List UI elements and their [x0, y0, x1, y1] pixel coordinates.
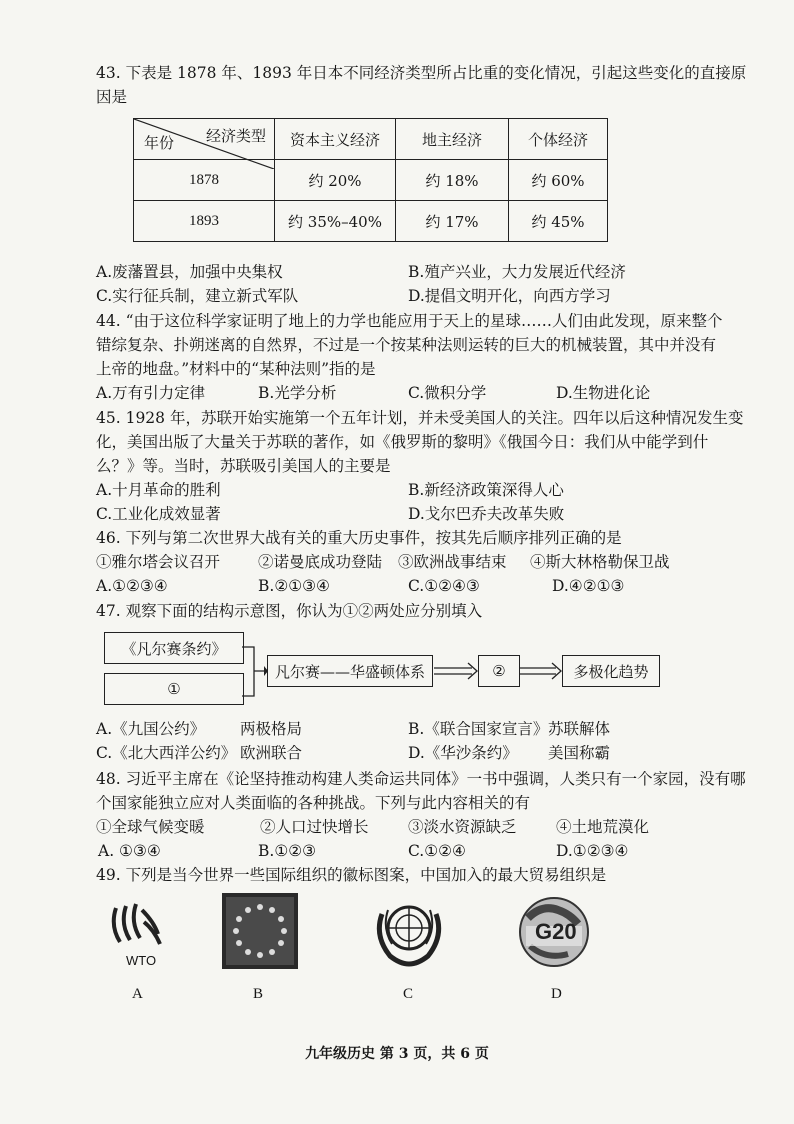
q48-option-b[interactable]: B.①②③ — [258, 842, 317, 860]
q46-option-d[interactable]: D.④②①③ — [552, 577, 625, 595]
q43-stem-line1: 43. 下表是 1878 年、1893 年日本不同经济类型所占比重的变化情况，引起这些变化的直接原 — [96, 64, 747, 82]
q46-option-b[interactable]: B.②①③④ — [258, 577, 330, 595]
col-header-landlord: 地主经济 — [396, 119, 509, 160]
logo-label-b: B — [253, 986, 264, 1002]
q44-option-b[interactable]: B.光学分析 — [258, 384, 337, 402]
q47-option-d-blank1[interactable]: D.《华沙条约》 — [408, 744, 518, 762]
q49-stem-line1: 49. 下列是当今世界一些国际组织的徽标图案，中国加入的最大贸易组织是 — [96, 866, 607, 884]
wto-logo-icon[interactable] — [108, 900, 168, 970]
box-versailles-washington-system: 凡尔赛——华盛顿体系 — [267, 655, 433, 687]
q43-option-a[interactable]: A.废藩置县，加强中央集权 — [96, 263, 283, 281]
col-header-capitalist: 资本主义经济 — [275, 119, 396, 160]
table-cell: 约 35%–40% — [275, 201, 396, 242]
q45-option-a[interactable]: A.十月革命的胜利 — [96, 481, 221, 499]
page-footer: 九年级历史 第 3 页，共 6 页 — [305, 1046, 489, 1062]
q44-stem-line1: 44. “由于这位科学家证明了地上的力学也能应用于天上的星球……人们由此发现，原来整个 — [96, 312, 723, 330]
double-arrow-icon — [520, 663, 561, 679]
logo-label-d: D — [551, 986, 562, 1002]
q48-item-1: ①全球气候变暖 — [96, 818, 205, 836]
q48-option-c[interactable]: C.①②④ — [408, 842, 466, 860]
table-row — [134, 201, 608, 242]
header-year: 年份 — [144, 134, 175, 152]
table-cell: 约 20% — [275, 160, 396, 201]
q48-item-2: ②人口过快增长 — [260, 818, 369, 836]
table-cell: 约 60% — [509, 160, 608, 201]
q44-option-a[interactable]: A.万有引力定律 — [96, 384, 206, 402]
q47-option-a-blank2[interactable]: 两极格局 — [240, 720, 303, 738]
diagram-connectors — [240, 640, 680, 710]
q43-stem-line2: 因是 — [96, 88, 128, 106]
q45-option-d[interactable]: D.戈尔巴乔夫改革失败 — [408, 505, 565, 523]
g20-logo-caption: G20 — [535, 919, 577, 944]
q46-option-a[interactable]: A.①②③④ — [96, 577, 168, 595]
q46-event-3: ③欧洲战事结束 — [398, 553, 507, 571]
q44-option-d[interactable]: D.生物进化论 — [556, 384, 651, 402]
q43-option-c[interactable]: C.实行征兵制，建立新式军队 — [96, 287, 299, 305]
table-cell: 约 18% — [396, 160, 509, 201]
box-multipolar-trend: 多极化趋势 — [562, 655, 660, 687]
q45-stem-line1: 45. 1928 年，苏联开始实施第一个五年计划，并未受美国人的关注。四年以后这种情况发生变 — [96, 409, 744, 427]
header-economy-type: 经济类型 — [205, 127, 266, 145]
q47-option-a-blank1[interactable]: A.《九国公约》 — [96, 720, 206, 738]
q44-stem-line3: 上帝的地盘。”材料中的“某种法则”指的是 — [96, 360, 376, 378]
q48-option-d[interactable]: D.①②③④ — [556, 842, 629, 860]
q46-event-1: ①雅尔塔会议召开 — [96, 553, 221, 571]
q47-option-c-blank2[interactable]: 欧洲联合 — [240, 744, 303, 762]
col-header-individual: 个体经济 — [509, 119, 608, 160]
q47-option-b-blank2[interactable]: 苏联解体 — [548, 720, 611, 738]
q44-stem-line2: 错综复杂、扑朔迷离的自然界，不过是一个按某种法则运转的巨大的机械装置，其中并没有 — [96, 336, 717, 354]
table-header-diagonal — [134, 119, 275, 160]
q48-item-3: ③淡水资源缺乏 — [408, 818, 517, 836]
q44-option-c[interactable]: C.微积分学 — [408, 384, 487, 402]
logo-label-a: A — [132, 986, 143, 1002]
q45-option-c[interactable]: C.工业化成效显著 — [96, 505, 221, 523]
q48-item-4: ④土地荒漠化 — [556, 818, 650, 836]
q48-stem-line2: 个国家能独立应对人类面临的各种挑战。下列与此内容相关的有 — [96, 794, 531, 812]
box-versailles-treaty: 《凡尔赛条约》 — [104, 632, 244, 664]
q47-option-c-blank1[interactable]: C.《北大西洋公约》 — [96, 744, 237, 762]
box-blank-1: ① — [104, 673, 244, 705]
q48-option-a[interactable]: A. ①③④ — [98, 842, 161, 860]
q43-option-b[interactable]: B.殖产兴业，大力发展近代经济 — [408, 263, 626, 281]
wto-logo-caption: WTO — [126, 953, 157, 968]
table-cell: 约 45% — [509, 201, 608, 242]
arrow-right-icon — [264, 666, 268, 676]
logo-label-c: C — [403, 986, 414, 1002]
q46-event-4: ④斯大林格勒保卫战 — [530, 553, 670, 571]
q43-option-d[interactable]: D.提倡文明开化，向西方学习 — [408, 287, 611, 305]
un-emblem-icon[interactable] — [368, 892, 450, 972]
q45-stem-line2: 化，美国出版了大量关于苏联的著作，如《俄罗斯的黎明》《俄国今日：我们从中能学到什 — [96, 433, 709, 451]
q45-stem-line3: 么？》等。当时，苏联吸引美国人的主要是 — [96, 457, 391, 475]
g20-logo-icon[interactable] — [512, 894, 596, 974]
q47-option-b-blank1[interactable]: B.《联合国家宣言》 — [408, 720, 549, 738]
q47-stem-line1: 47. 观察下面的结构示意图，你认为①②两处应分别填入 — [96, 602, 483, 620]
double-arrow-icon — [434, 663, 477, 679]
box-blank-2: ② — [478, 655, 520, 687]
q46-stem-line1: 46. 下列与第二次世界大战有关的重大历史事件，按其先后顺序排列正确的是 — [96, 529, 622, 547]
q45-option-b[interactable]: B.新经济政策深得人心 — [408, 481, 564, 499]
q46-option-c[interactable]: C.①②④③ — [408, 577, 480, 595]
row-year: 1878 — [134, 160, 275, 201]
row-year: 1893 — [134, 201, 275, 242]
q47-option-d-blank2[interactable]: 美国称霸 — [548, 744, 611, 762]
eu-flag-icon[interactable] — [222, 893, 298, 969]
q48-stem-line1: 48. 习近平主席在《论坚持推动构建人类命运共同体》一书中强调，人类只有一个家园，没有哪 — [96, 770, 746, 788]
table-cell: 约 17% — [396, 201, 509, 242]
q46-event-2: ②诺曼底成功登陆 — [258, 553, 383, 571]
economy-table — [133, 118, 608, 242]
